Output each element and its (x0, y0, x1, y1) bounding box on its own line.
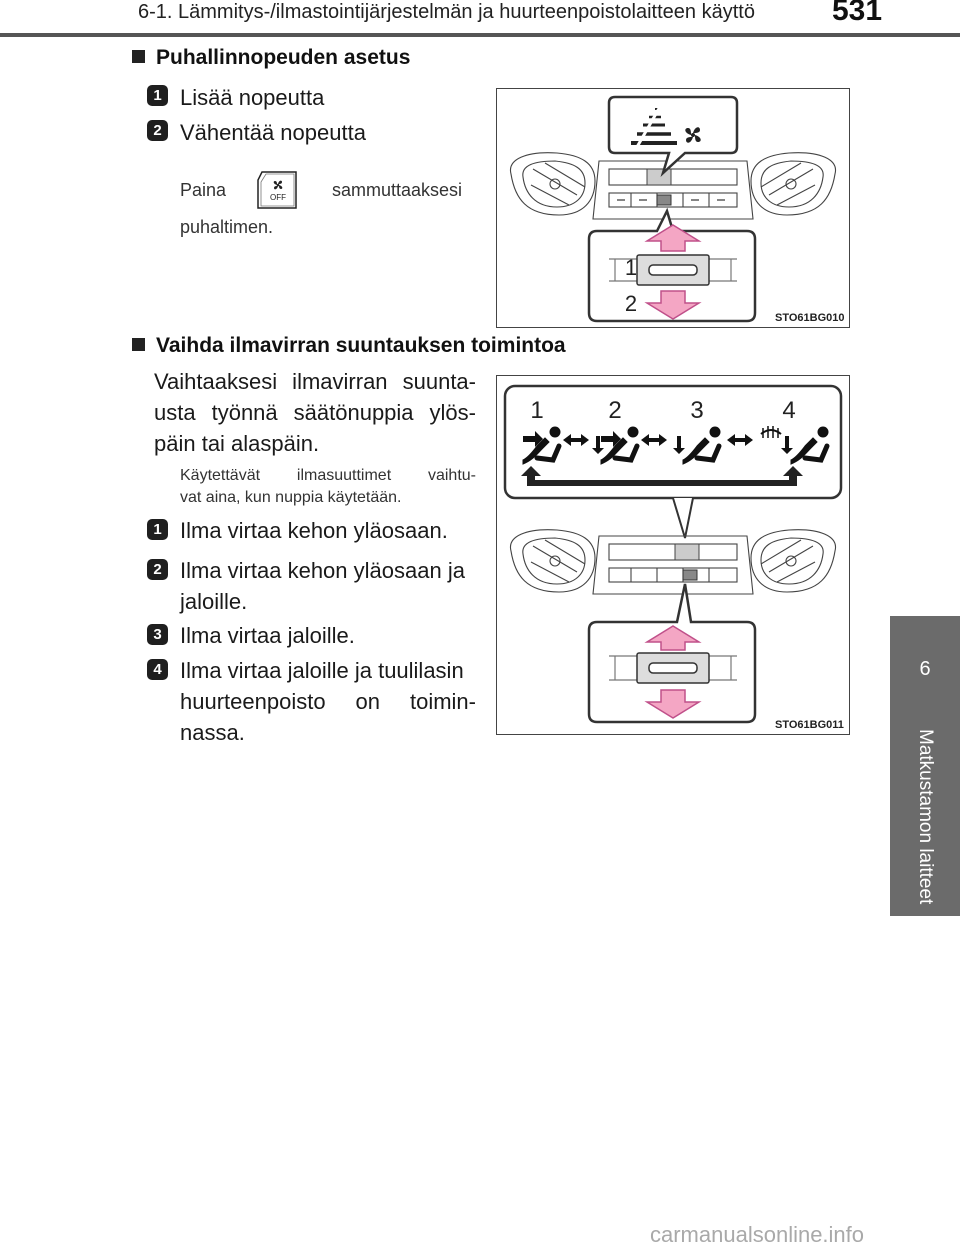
mode-item-1: Ilma virtaa kehon yläosaan. (180, 518, 448, 543)
number-badge-1: 1 (147, 519, 168, 540)
mode-item-3: Ilma virtaa jaloille. (180, 623, 355, 648)
instruction-line: Vaihtaaksesi ilmavirran suunta- (154, 369, 476, 394)
figure2-callout-2: 2 (608, 397, 622, 424)
chapter-number: 6 (919, 658, 931, 680)
chapter-side-tab (890, 616, 960, 916)
off-label: OFF (270, 193, 286, 202)
watermark: carmanualsonline.info (650, 1222, 865, 1247)
figure-airflow-modes (496, 375, 850, 735)
number-badge-2: 2 (147, 120, 168, 141)
number-badge-3: 3 (147, 624, 168, 645)
number-badge-2: 2 (147, 559, 168, 580)
page-number: 531 (832, 0, 883, 27)
fan-off-button-icon (256, 170, 298, 210)
mode-item-4: Ilma virtaa jaloille ja tuulilasin huurteenpoisto on toimin- nassa. (180, 658, 476, 745)
figure-code-1: STO61BG010 (775, 312, 845, 324)
note-line: Käytettävät ilmasuuttimet vaihtu- (180, 467, 476, 484)
airflow-instructions (154, 366, 476, 459)
figure1-callout-1: 1 (624, 255, 638, 280)
figure1-callout-2: 2 (624, 291, 638, 316)
fan-speed-illustration (497, 89, 849, 327)
figure2-callout-3: 3 (690, 397, 704, 424)
note-line: vat aina, kun nuppia käytetään. (180, 489, 402, 506)
instruction-line: päin tai alaspäin. (154, 431, 320, 456)
instruction-line: usta työnnä säätönuppia ylös- (154, 400, 476, 425)
section-heading-airflow: Vaihda ilmavirran suuntauksen toimintoa (132, 334, 566, 358)
note-turn-off: sammuttaaksesi (332, 180, 463, 200)
chapter-title: 6-1. Lämmitys-/ilmastointijärjestelmän ja huurteenpoistolaitteen käyttö (138, 1, 755, 23)
item-text-decrease: Vähentää nopeutta (180, 120, 366, 145)
square-bullet-icon (132, 50, 145, 63)
number-badge-4: 4 (147, 659, 168, 680)
section-heading-fan-speed: Puhallinnopeuden asetus (132, 46, 410, 70)
square-bullet-icon (132, 338, 145, 351)
number-badge-1: 1 (147, 85, 168, 106)
airflow-modes-illustration (497, 376, 849, 734)
note-press: Paina (180, 180, 227, 200)
figure2-callout-1: 1 (530, 397, 544, 424)
chapter-label: Matkustamon laitteet (915, 729, 936, 905)
header-rule (0, 33, 960, 37)
figure2-callout-4: 4 (782, 397, 796, 424)
page-header (0, 0, 960, 34)
airflow-note (180, 465, 476, 509)
item-text-increase: Lisää nopeutta (180, 85, 325, 110)
figure-fan-speed (496, 88, 850, 328)
note-fan: puhaltimen. (180, 217, 274, 237)
mode-item-2: Ilma virtaa kehon yläosaan ja jaloille. (180, 558, 465, 614)
figure-code-2: STO61BG011 (775, 719, 844, 731)
